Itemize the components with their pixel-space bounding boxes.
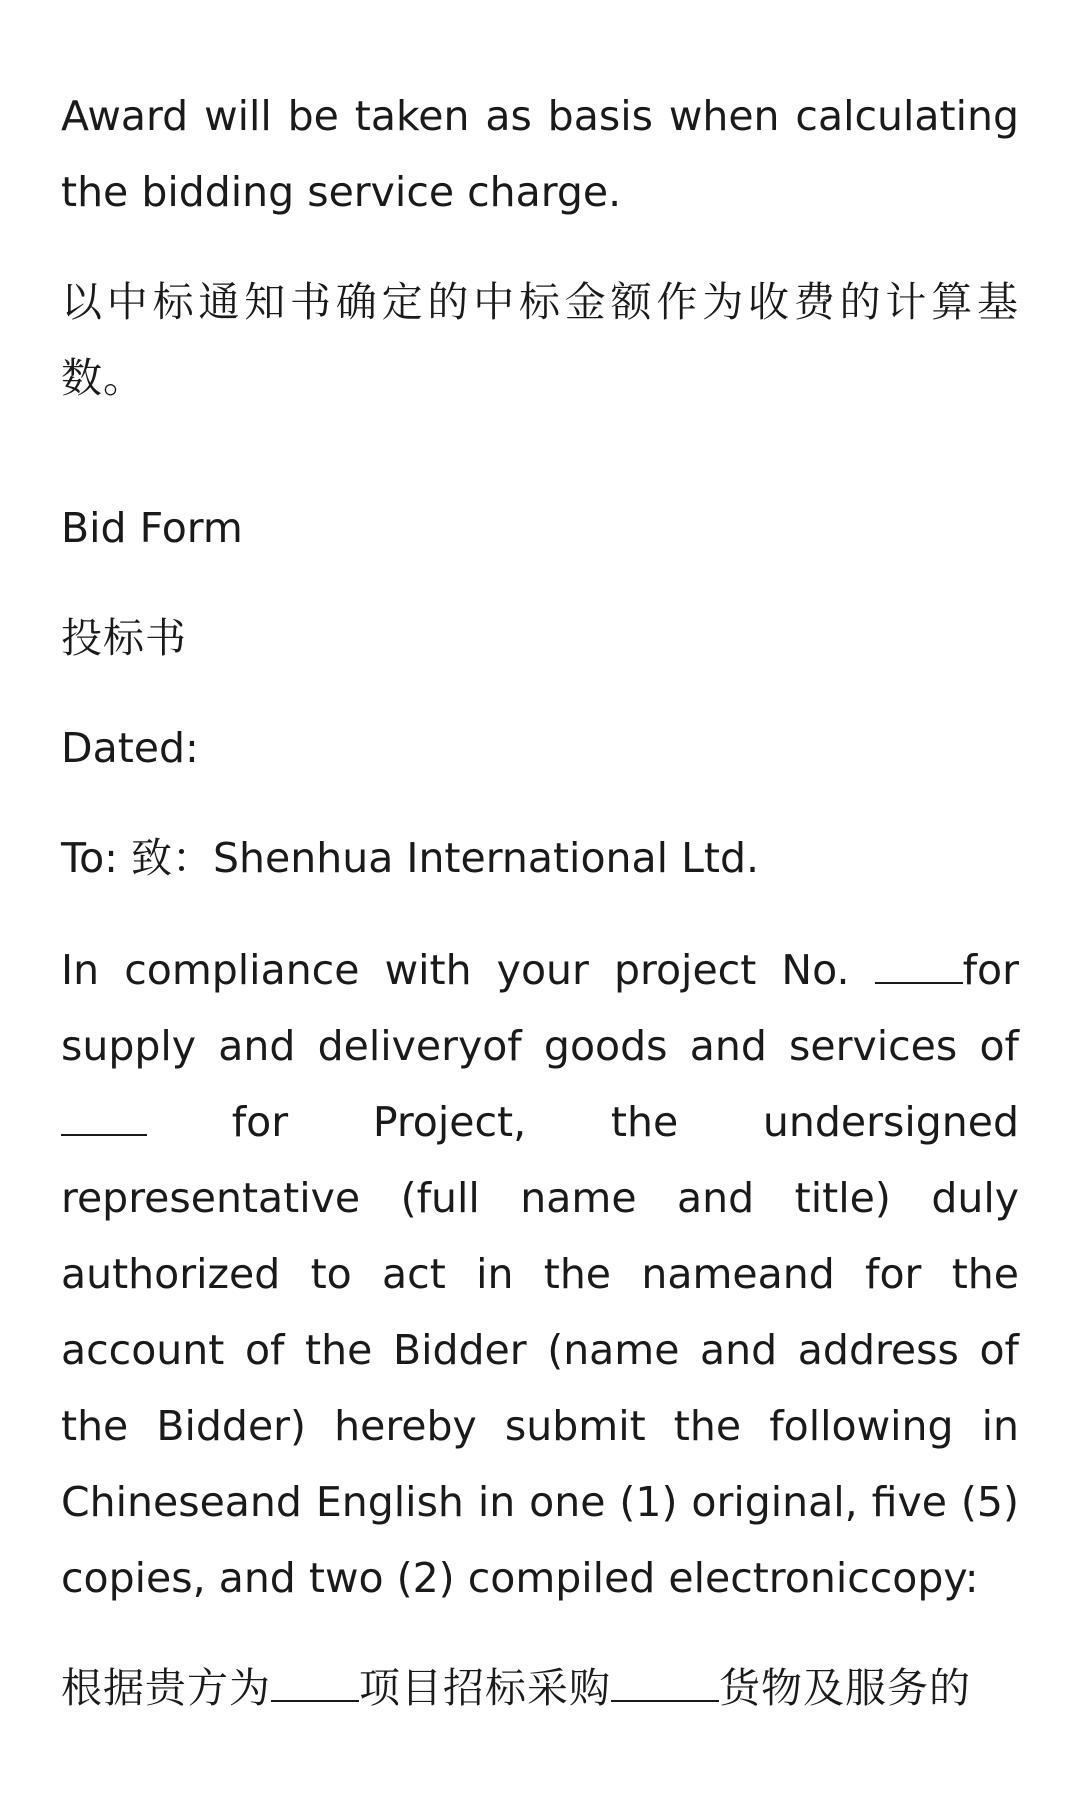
- zh-compliance-line: [61, 1650, 1019, 1726]
- project-number-blank: [875, 948, 963, 984]
- compliance-text-2: for supply and deliveryof goods and services of: [61, 946, 1019, 1070]
- zh-text-1: 根据贵方为: [61, 1664, 271, 1712]
- to-line: To: 致：Shenhua International Ltd.: [61, 834, 760, 882]
- bid-form-title-zh: 投标书: [61, 614, 187, 662]
- zh-goods-blank: [611, 1666, 719, 1702]
- award-paragraph-en: Award will be taken as basis when calculating the bidding service charge.: [61, 92, 1019, 216]
- compliance-text-1: In compliance with your project No.: [61, 946, 875, 994]
- zh-project-blank: [271, 1666, 359, 1702]
- award-paragraph-zh: 以中标通知书确定的中标金额作为收费的计算基数。: [61, 278, 1019, 402]
- dated-line: Dated:: [61, 724, 199, 772]
- zh-text-2: 项目招标采购: [359, 1664, 611, 1712]
- zh-text-3: 货物及服务的: [719, 1664, 971, 1712]
- compliance-text-3: for Project, the undersigned representative (full name and title) duly authorized to act in the nameand for the account of the Bidder (name and address of the Bidder) hereby submit the following in Chineseand English in one (1) original, five (5) copies, and two (2) compiled electroniccopy:: [61, 1098, 1019, 1602]
- goods-services-blank: [61, 1100, 147, 1136]
- compliance-paragraph: [61, 932, 1019, 1616]
- bid-form-title-en: Bid Form: [61, 504, 243, 552]
